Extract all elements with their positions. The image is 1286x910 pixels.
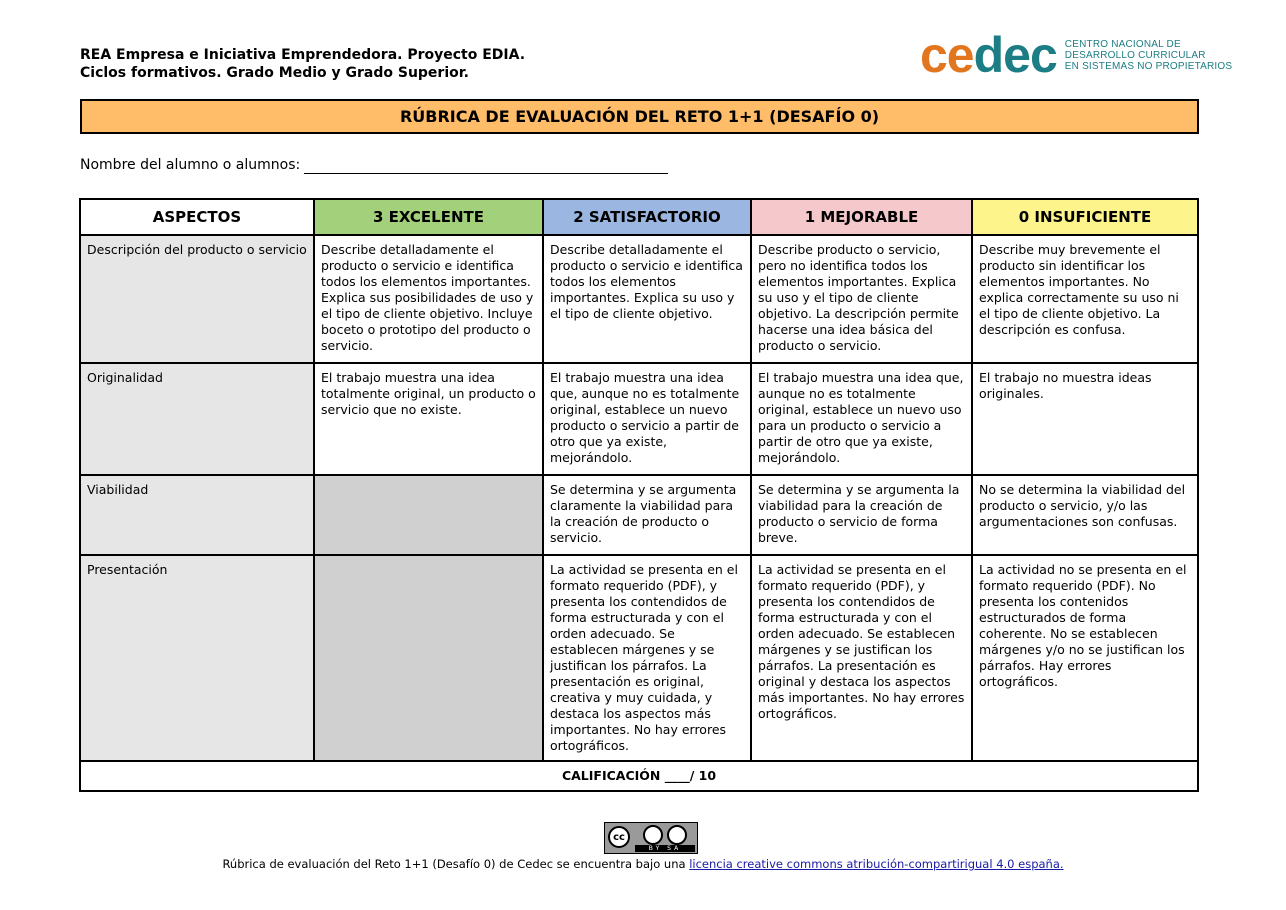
cc-license-badge[interactable] [604, 822, 698, 854]
rubric-table [79, 198, 1199, 792]
criteria-cell-3-empty [314, 555, 543, 761]
header-satisfactorio: 2 SATISFACTORIO [543, 199, 751, 235]
student-name-field [80, 157, 668, 174]
header-line-1: REA Empresa e Iniciativa Emprendedora. Proyecto EDIA. [80, 47, 526, 63]
header-insuficiente: 0 INSUFICIENTE [972, 199, 1198, 235]
criteria-cell-1: La actividad se presenta en el formato requerido (PDF), y presenta los contendidos de forma estructurada y con el orden adecuado. Se establecen márgenes y se justifican los párrafos. La presentación es original y destaca los aspectos más importantes. No hay errores ortográficos. [751, 555, 972, 761]
logo-subtitle [1065, 39, 1232, 72]
aspect-cell: Originalidad [80, 363, 314, 475]
cc-icon: cc [608, 826, 630, 848]
license-footer [0, 857, 1286, 871]
criteria-cell-3: Describe detalladamente el producto o servicio e identifica todos los elementos importantes. Explica sus posibilidades de uso y el tipo de cliente objetivo. Incluye boceto o prototipo del producto o servicio. [314, 235, 543, 363]
logo-sub-line-1: CENTRO NACIONAL DE [1064, 38, 1181, 50]
criteria-cell-1: Se determina y se argumenta la viabilidad para la creación de producto o servicio de forma breve. [751, 475, 972, 555]
grade-cell: CALIFICACIÓN ____/ 10 [80, 761, 1198, 791]
share-alike-icon [667, 825, 687, 845]
table-row [80, 475, 1198, 555]
logo-sub-line-3: EN SISTEMAS NO PROPIETARIOS [1064, 60, 1233, 72]
logo-word-part1: ce [920, 27, 974, 83]
header-excelente: 3 EXCELENTE [314, 199, 543, 235]
document-header [80, 46, 525, 82]
criteria-cell-1: Describe producto o servicio, pero no identifica todos los elementos importantes. Explica su uso y el tipo de cliente objetivo. La descripción permite hacerse una idea básica del producto o servicio. [751, 235, 972, 363]
header-line-2: Ciclos formativos. Grado Medio y Grado Superior. [80, 65, 469, 81]
footer-text: Rúbrica de evaluación del Reto 1+1 (Desafío 0) de Cedec se encuentra bajo una [222, 857, 690, 871]
criteria-cell-0: Describe muy brevemente el producto sin identificar los elementos importantes. No explica correctamente su uso ni el tipo de cliente objetivo. La descripción es confusa. [972, 235, 1198, 363]
table-row [80, 363, 1198, 475]
cedec-logo [920, 27, 1233, 83]
grade-row [80, 761, 1198, 791]
table-row [80, 555, 1198, 761]
criteria-cell-0: El trabajo no muestra ideas originales. [972, 363, 1198, 475]
table-row [80, 235, 1198, 363]
criteria-cell-2: La actividad se presenta en el formato requerido (PDF), y presenta los contendidos de forma estructurada y con el orden adecuado. Se establecen márgenes y se justifican los párrafos. La presentación es original, creativa y muy cuidada, y destaca los aspectos más importantes. No hay errores ortográficos. [543, 555, 751, 761]
table-header-row [80, 199, 1198, 235]
criteria-cell-1: El trabajo muestra una idea que, aunque no es totalmente original, establece un nuevo uso para un producto o servicio a partir de otro que ya existe, mejorándolo. [751, 363, 972, 475]
license-link[interactable]: licencia creative commons atribución-compartirigual 4.0 españa. [689, 857, 1064, 871]
criteria-cell-2: Se determina y se argumenta claramente la viabilidad para la creación de producto o servicio. [543, 475, 751, 555]
criteria-cell-3-empty [314, 475, 543, 555]
aspect-cell: Viabilidad [80, 475, 314, 555]
logo-wordmark [920, 27, 1057, 83]
criteria-cell-2: Describe detalladamente el producto o servicio e identifica todos los elementos importantes. Explica su uso y el tipo de cliente objetivo. [543, 235, 751, 363]
by-attribution-icon [643, 825, 663, 845]
logo-sub-line-2: DESARROLLO CURRICULAR [1064, 49, 1206, 61]
logo-word-part2: dec [973, 27, 1057, 83]
criteria-cell-3: El trabajo muestra una idea totalmente original, un producto o servicio que no existe. [314, 363, 543, 475]
license-strip: BY SA [635, 845, 695, 852]
student-name-label: Nombre del alumno o alumnos: [80, 157, 301, 173]
student-name-blank[interactable] [304, 157, 668, 174]
criteria-cell-2: El trabajo muestra una idea que, aunque no es totalmente original, establece un nuevo producto o servicio a partir de otro que ya existe, mejorándolo. [543, 363, 751, 475]
header-mejorable: 1 MEJORABLE [751, 199, 972, 235]
criteria-cell-0: La actividad no se presenta en el formato requerido (PDF). No presenta los contenidos estructurados de forma coherente. No se establecen márgenes y/o no se justifican los párrafos. Hay errores ortográficos. [972, 555, 1198, 761]
criteria-cell-0: No se determina la viabilidad del producto o servicio, y/o las argumentaciones son confusas. [972, 475, 1198, 555]
rubric-title: RÚBRICA DE EVALUACIÓN DEL RETO 1+1 (DESAFÍO 0) [80, 99, 1199, 134]
aspect-cell: Descripción del producto o servicio [80, 235, 314, 363]
header-aspectos: ASPECTOS [80, 199, 314, 235]
aspect-cell: Presentación [80, 555, 314, 761]
